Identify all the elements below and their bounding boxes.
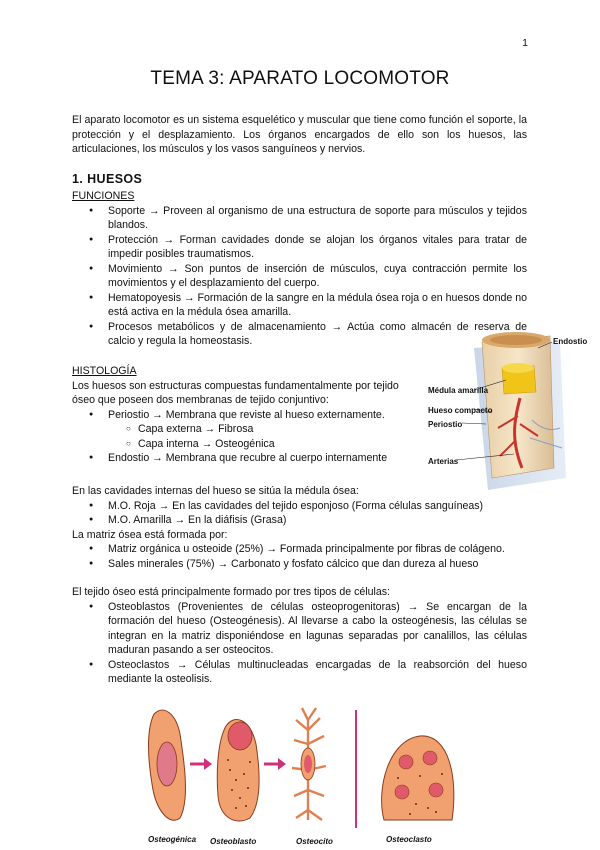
label-medula: Médula amarilla	[428, 386, 489, 395]
label-osteoclasto: Osteoclasto	[386, 835, 432, 844]
list-item: ● Protección → Forman cavidades donde se alojan los órganos vitales para tratar de impedir posibles traumatismos.	[72, 233, 527, 262]
list-item: ● Periostio → Membrana que reviste al hueso externamente.	[72, 408, 412, 423]
list-item: ● Osteoblastos (Provenientes de células osteoprogenitoras) → Se encargan de la formación del hueso (Osteogénesis). Al llevarse a cabo la osteogénesis, las células se integran en la matriz disponiéndose en lagunas separadas por canalillos, las células maduran pasando a ser osteocitos.	[72, 600, 527, 658]
osteogenic-nucleus	[157, 742, 177, 786]
label-hueso-compacto: Hueso compacto	[428, 406, 493, 415]
osteoblast-nucleus	[228, 722, 252, 750]
cells-intro: El tejido óseo está principalmente formado por tres tipos de células:	[72, 586, 390, 598]
section-heading-huesos: 1. HUESOS	[72, 172, 143, 186]
list-item: ● M.O. Amarilla → En la diáfisis (Grasa)	[72, 513, 532, 528]
intro-paragraph: El aparato locomotor es un sistema esquelético y muscular que tiene como función el soporte, la protección y el desplazamiento. Los órganos encargados de ello son los huesos, las articulaciones, los músculos y los vasos sanguíneos y nervios.	[72, 114, 527, 155]
functions-block	[72, 189, 527, 349]
label-osteocito: Osteocito	[296, 837, 333, 846]
spongy-bone-shape	[490, 335, 542, 345]
bone-cells-diagram	[140, 700, 470, 832]
marrow-matrix-block	[72, 484, 532, 571]
functions-list	[72, 204, 527, 349]
matrix-list	[72, 542, 532, 571]
periostio-layers-list	[72, 422, 412, 451]
cavities-intro: En las cavidades internas del hueso se sitúa la médula ósea:	[72, 485, 359, 497]
label-endostio: Endostio	[553, 337, 588, 346]
list-item: ● Osteoclastos → Células multinucleadas encargadas de la reabsorción del hueso mediante la osteolisis.	[72, 658, 527, 687]
list-item: ● Movimiento → Son puntos de inserción de músculos, cuya contracción permite los movimientos y el desplazamiento del cuerpo.	[72, 262, 527, 291]
page-number: 1	[522, 37, 528, 49]
arrow-head	[278, 758, 286, 770]
osteocyte-nucleus	[304, 755, 312, 773]
histology-heading: HISTOLOGÍA	[72, 365, 137, 377]
yellow-marrow-top	[502, 363, 534, 373]
label-osteoblasto: Osteoblasto	[210, 837, 257, 846]
list-item: ● Procesos metabólicos y de almacenamiento → Actúa como almacén de reserva de calcio y regula la homeostasis.	[72, 320, 527, 349]
list-item: ○ Capa interna → Osteogénica	[72, 437, 412, 452]
matrix-intro: La matriz ósea está formada por:	[72, 528, 228, 541]
page-title: TEMA 3: APARATO LOCOMOTOR	[150, 68, 450, 89]
cells-block	[72, 585, 527, 687]
arrow-head	[204, 758, 212, 770]
histology-intro: Los huesos son estructuras compuestas fundamentalmente por tejido óseo que poseen dos membranas de tejido conjuntivo:	[72, 379, 399, 406]
membranes-list	[72, 408, 412, 423]
list-item: ● M.O. Roja → En las cavidades del tejido esponjoso (Forma células sanguíneas)	[72, 499, 532, 514]
list-item: ○ Capa externa → Fibrosa	[72, 422, 412, 437]
list-item: ● Endostio → Membrana que recubre al cuerpo internamente	[72, 451, 412, 466]
membranes-list-2	[72, 451, 412, 466]
list-item: ● Sales minerales (75%) → Carbonato y fosfato cálcico que dan dureza al hueso	[72, 557, 532, 572]
label-periostio: Periostio	[428, 420, 463, 429]
histology-block	[72, 364, 412, 466]
functions-heading: FUNCIONES	[72, 190, 135, 202]
list-item: ● Hematopoyesis → Formación de la sangre en la médula ósea roja o en huesos donde no está activa en la médula ósea amarilla.	[72, 291, 527, 320]
osteoclast-shape	[382, 736, 454, 820]
label-arterias: Arterias	[428, 457, 459, 466]
list-item: ● Soporte → Proveen al organismo de una estructura de soporte para músculos y tejidos blandos.	[72, 204, 527, 233]
list-item: ● Matriz orgánica u osteoide (25%) → Formada principalmente por fibras de colágeno.	[72, 542, 532, 557]
marrow-list	[72, 499, 532, 528]
cells-list	[72, 600, 527, 687]
label-osteogenica: Osteogénica	[148, 835, 197, 844]
